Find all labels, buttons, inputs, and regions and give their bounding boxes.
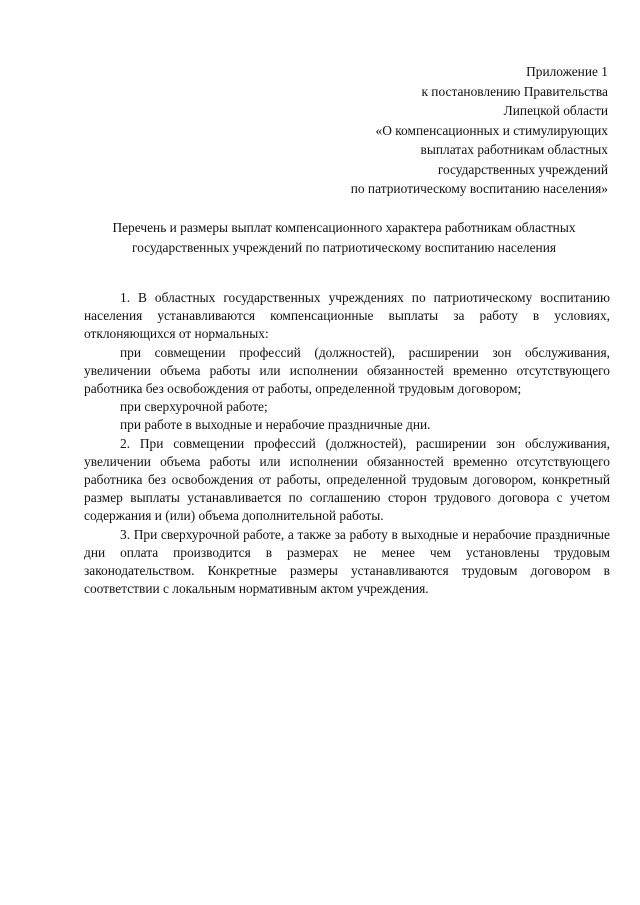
document-body xyxy=(84,289,610,598)
appendix-header xyxy=(308,62,608,199)
paragraph: при работе в выходные и нерабочие праздничные дни. xyxy=(120,417,431,433)
paragraph: 3. При сверхурочной работе, а также за работу в выходные и нерабочие праздничные дни оплата производится в размерах не менее чем установлены трудовым законодательством. Конкретные размеры устанавливаются трудовым договором в соответствии с локальным нормативным актом учреждения. xyxy=(84,526,610,597)
paragraph: при сверхурочной работе; xyxy=(120,399,268,415)
appendix-line: Приложение 1 xyxy=(526,64,608,79)
document-title: Перечень и размеры выплат компенсационного характера работникам областных государственных учреждений по патриотическому воспитанию населения xyxy=(112,220,576,255)
appendix-line: по патриотическому воспитанию населения» xyxy=(350,181,608,196)
appendix-line: выплатах работникам областных xyxy=(420,142,608,157)
appendix-line: государственных учреждений xyxy=(437,161,608,177)
paragraph: 1. В областных государственных учреждениях по патриотическому воспитанию населения устанавливаются компенсационные выплаты за работу в условиях, отклоняющихся от нормальных: xyxy=(84,290,610,342)
paragraph: 2. При совмещении профессий (должностей), расширении зон обслуживания, увеличении объема работы или исполнении обязанностей временно отсутствующего работника без освобождения от работы, определенной трудовым договором, конкретный размер выплаты устанавливается по соглашению сторон трудового договора с учетом содержания и (или) объема дополнительной работы. xyxy=(84,435,610,524)
appendix-line: «О компенсационных и стимулирующих xyxy=(375,122,608,138)
appendix-line: к постановлению Правительства xyxy=(421,83,608,99)
paragraph: при совмещении профессий (должностей), расширении зон обслуживания, увеличении объема работы или исполнении обязанностей временно отсутствующего работника без освобождения от работы, определенной трудовым договором; xyxy=(84,344,610,397)
appendix-line: Липецкой области xyxy=(503,103,608,118)
